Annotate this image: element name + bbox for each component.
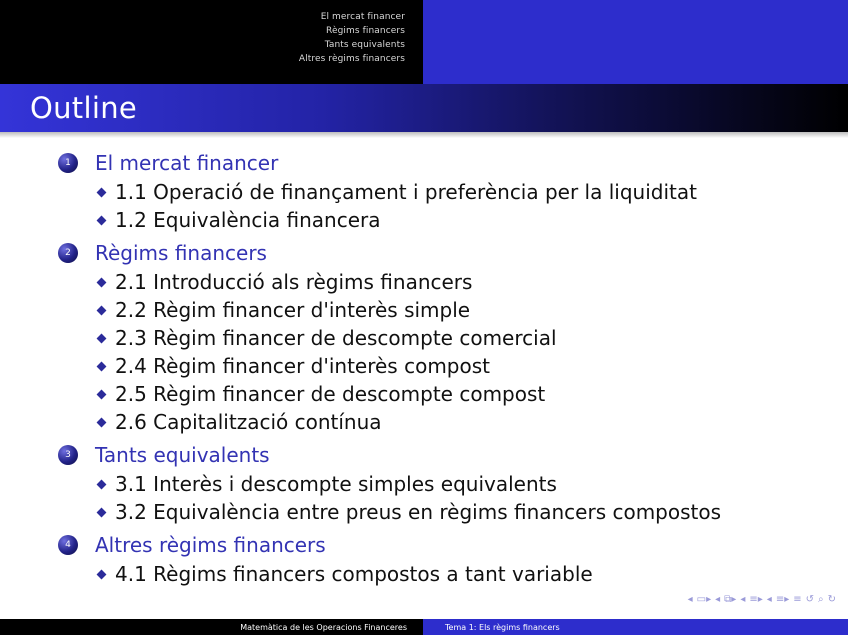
frame-title: Outline [30, 90, 138, 125]
footer-right [423, 619, 848, 635]
title-shadow [0, 132, 848, 138]
subsection-title: 2.4 Règim financer d'interès compost [115, 354, 490, 378]
subsection-title: 2.2 Règim financer d'interès simple [115, 298, 471, 322]
footer-topic-title: Tema 1: Els règims financers [445, 622, 560, 632]
nav-redo-icon[interactable]: ↻ [827, 594, 836, 605]
header-section-link-2[interactable]: Règims financers [326, 26, 405, 36]
outline-subsection-1-1[interactable] [58, 178, 818, 206]
nav-subsection-back-icon[interactable]: ◂ [740, 594, 746, 605]
section-title: Altres règims financers [95, 533, 326, 557]
header-section-link-1[interactable]: El mercat financer [320, 12, 405, 22]
diamond-bullet-icon [97, 215, 107, 225]
section-number-ball-icon: 1 [58, 153, 78, 173]
outline-subsection-2-4[interactable] [58, 352, 818, 380]
header-section-link-3[interactable]: Tants equivalents [324, 40, 405, 50]
outline-subsection-4-1[interactable] [58, 560, 818, 588]
outline-subsection-3-2[interactable] [58, 498, 818, 526]
frame-title-bar [0, 84, 848, 132]
diamond-bullet-icon [97, 333, 107, 343]
footer-bar [0, 619, 848, 635]
nav-slide-back-icon[interactable]: ◂ [687, 594, 693, 605]
diamond-bullet-icon [97, 361, 107, 371]
subsection-title: 1.1 Operació de finançament i preferència per la liquiditat [115, 180, 697, 204]
section-title: Tants equivalents [95, 443, 270, 467]
nav-undo-icon[interactable]: ↺ [805, 594, 814, 605]
subsection-title: 1.2 Equivalència financera [115, 208, 381, 232]
section-number-ball-icon: 4 [58, 535, 78, 555]
nav-slide-forward-icon[interactable]: ▭▸ [696, 594, 712, 605]
outline-subsection-2-6[interactable] [58, 408, 818, 436]
outline-section-2[interactable] [58, 238, 818, 268]
diamond-bullet-icon [97, 479, 107, 489]
navigation-symbols [688, 595, 836, 605]
subsection-title: 2.3 Règim financer de descompte comercial [115, 326, 557, 350]
subsection-title: 4.1 Règims financers compostos a tant variable [115, 562, 593, 586]
section-title: Règims financers [95, 241, 267, 265]
nav-frame-back-icon[interactable]: ◂ [715, 594, 721, 605]
outline-subsection-3-1[interactable] [58, 470, 818, 498]
header-bar [0, 0, 848, 84]
nav-section-back-icon[interactable]: ◂ [766, 594, 772, 605]
diamond-bullet-icon [97, 187, 107, 197]
subsection-title: 2.1 Introducció als règims financers [115, 270, 473, 294]
header-section-link-4[interactable]: Altres règims financers [298, 54, 405, 64]
subsection-title: 2.6 Capitalització contínua [115, 410, 382, 434]
diamond-bullet-icon [97, 417, 107, 427]
header-right-panel [423, 0, 848, 84]
diamond-bullet-icon [97, 277, 107, 287]
footer-left [0, 619, 423, 635]
subsection-title: 2.5 Règim financer de descompte compost [115, 382, 546, 406]
section-number-ball-icon: 2 [58, 243, 78, 263]
nav-search-icon[interactable]: ⌕ [818, 594, 824, 605]
diamond-bullet-icon [97, 389, 107, 399]
nav-frame-forward-icon[interactable]: ⧉▸ [724, 594, 737, 605]
nav-toc-icon[interactable]: ≡ [793, 594, 802, 605]
header-section-nav [0, 0, 423, 84]
diamond-bullet-icon [97, 507, 107, 517]
outline-subsection-1-2[interactable] [58, 206, 818, 234]
outline-section-1[interactable] [58, 148, 818, 178]
diamond-bullet-icon [97, 305, 107, 315]
nav-subsection-forward-icon[interactable]: ≡▸ [749, 594, 763, 605]
outline-section-3[interactable] [58, 440, 818, 470]
footer-course-title: Matemàtica de les Operacions Financeres [240, 622, 407, 632]
outline-subsection-2-3[interactable] [58, 324, 818, 352]
outline-subsection-2-1[interactable] [58, 268, 818, 296]
nav-section-forward-icon[interactable]: ≡▸ [775, 594, 790, 605]
outline-subsection-2-5[interactable] [58, 380, 818, 408]
outline-subsection-2-2[interactable] [58, 296, 818, 324]
subsection-title: 3.1 Interès i descompte simples equivalents [115, 472, 557, 496]
diamond-bullet-icon [97, 569, 107, 579]
section-title: El mercat financer [95, 151, 279, 175]
outline-list [58, 148, 818, 588]
subsection-title: 3.2 Equivalència entre preus en règims financers compostos [115, 500, 722, 524]
section-number-ball-icon: 3 [58, 445, 78, 465]
outline-section-4[interactable] [58, 530, 818, 560]
